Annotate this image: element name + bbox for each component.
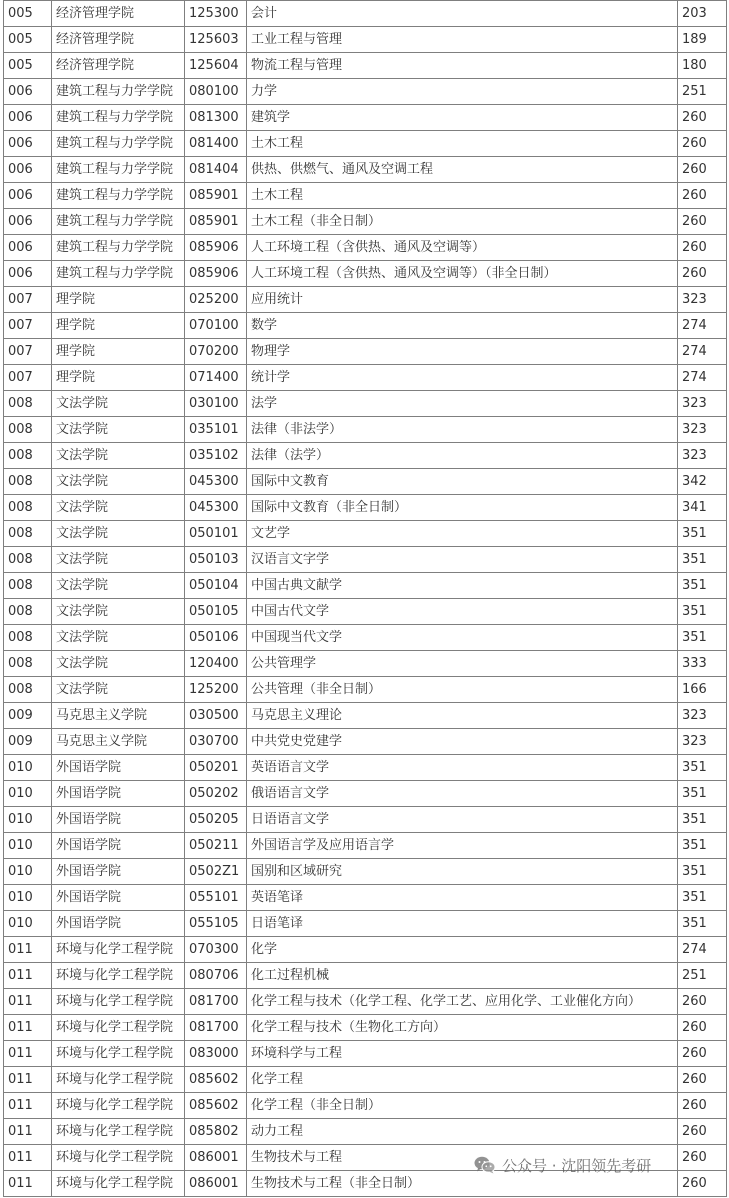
major-code-cell: 050205 bbox=[185, 807, 247, 833]
major-code-cell: 070300 bbox=[185, 937, 247, 963]
college-name-cell: 文法学院 bbox=[52, 547, 185, 573]
score-cell: 203 bbox=[678, 1, 727, 27]
major-name-cell: 俄语语言文学 bbox=[247, 781, 678, 807]
table-row bbox=[4, 157, 727, 183]
table-row bbox=[4, 391, 727, 417]
table-row bbox=[4, 677, 727, 703]
college-name-cell: 马克思主义学院 bbox=[52, 729, 185, 755]
score-cell: 351 bbox=[678, 807, 727, 833]
college-name-cell: 外国语学院 bbox=[52, 911, 185, 937]
major-name-cell: 英语笔译 bbox=[247, 885, 678, 911]
college-name-cell: 外国语学院 bbox=[52, 833, 185, 859]
major-code-cell: 045300 bbox=[185, 469, 247, 495]
college-name-cell: 建筑工程与力学学院 bbox=[52, 105, 185, 131]
college-code-cell: 010 bbox=[4, 885, 52, 911]
table-row bbox=[4, 599, 727, 625]
college-code-cell: 008 bbox=[4, 469, 52, 495]
score-cell: 351 bbox=[678, 833, 727, 859]
college-code-cell: 007 bbox=[4, 287, 52, 313]
major-code-cell: 085602 bbox=[185, 1093, 247, 1119]
college-name-cell: 经济管理学院 bbox=[52, 27, 185, 53]
college-code-cell: 008 bbox=[4, 443, 52, 469]
major-name-cell: 化学 bbox=[247, 937, 678, 963]
table-row bbox=[4, 417, 727, 443]
score-cell: 260 bbox=[678, 1171, 727, 1197]
table-row bbox=[4, 937, 727, 963]
college-name-cell: 建筑工程与力学学院 bbox=[52, 261, 185, 287]
table-body bbox=[4, 1, 727, 1197]
college-name-cell: 环境与化学工程学院 bbox=[52, 963, 185, 989]
table-row bbox=[4, 27, 727, 53]
score-cell: 323 bbox=[678, 729, 727, 755]
college-name-cell: 文法学院 bbox=[52, 573, 185, 599]
college-name-cell: 外国语学院 bbox=[52, 755, 185, 781]
table-row bbox=[4, 1015, 727, 1041]
watermark-text: 公众号 · 沈阳领先考研 bbox=[502, 1156, 652, 1175]
college-code-cell: 010 bbox=[4, 859, 52, 885]
table-row bbox=[4, 209, 727, 235]
score-cell: 260 bbox=[678, 1067, 727, 1093]
college-code-cell: 008 bbox=[4, 625, 52, 651]
major-name-cell: 生物技术与工程 bbox=[247, 1145, 678, 1171]
major-name-cell: 国际中文教育 bbox=[247, 469, 678, 495]
college-code-cell: 010 bbox=[4, 781, 52, 807]
score-cell: 323 bbox=[678, 391, 727, 417]
major-name-cell: 日语语言文学 bbox=[247, 807, 678, 833]
score-cell: 351 bbox=[678, 573, 727, 599]
table-row bbox=[4, 729, 727, 755]
score-cell: 166 bbox=[678, 677, 727, 703]
college-code-cell: 008 bbox=[4, 651, 52, 677]
college-code-cell: 009 bbox=[4, 703, 52, 729]
major-name-cell: 数学 bbox=[247, 313, 678, 339]
college-code-cell: 007 bbox=[4, 365, 52, 391]
college-code-cell: 008 bbox=[4, 521, 52, 547]
college-code-cell: 008 bbox=[4, 677, 52, 703]
college-name-cell: 建筑工程与力学学院 bbox=[52, 183, 185, 209]
college-name-cell: 文法学院 bbox=[52, 521, 185, 547]
college-name-cell: 环境与化学工程学院 bbox=[52, 1093, 185, 1119]
major-code-cell: 085906 bbox=[185, 235, 247, 261]
score-cell: 260 bbox=[678, 105, 727, 131]
score-table bbox=[3, 0, 727, 1197]
major-name-cell: 土木工程 bbox=[247, 131, 678, 157]
table-row bbox=[4, 495, 727, 521]
college-code-cell: 008 bbox=[4, 547, 52, 573]
major-code-cell: 030500 bbox=[185, 703, 247, 729]
table-row bbox=[4, 989, 727, 1015]
major-name-cell: 土木工程（非全日制） bbox=[247, 209, 678, 235]
college-name-cell: 理学院 bbox=[52, 313, 185, 339]
table-row bbox=[4, 79, 727, 105]
college-name-cell: 文法学院 bbox=[52, 625, 185, 651]
major-name-cell: 化学工程与技术（生物化工方向） bbox=[247, 1015, 678, 1041]
table-row bbox=[4, 105, 727, 131]
college-name-cell: 建筑工程与力学学院 bbox=[52, 131, 185, 157]
table-row bbox=[4, 1093, 727, 1119]
major-code-cell: 125300 bbox=[185, 1, 247, 27]
major-name-cell: 中国古代文学 bbox=[247, 599, 678, 625]
table-row bbox=[4, 1, 727, 27]
major-name-cell: 公共管理学 bbox=[247, 651, 678, 677]
major-code-cell: 080100 bbox=[185, 79, 247, 105]
score-cell: 251 bbox=[678, 79, 727, 105]
score-cell: 260 bbox=[678, 1015, 727, 1041]
major-name-cell: 物理学 bbox=[247, 339, 678, 365]
college-code-cell: 008 bbox=[4, 573, 52, 599]
major-code-cell: 125604 bbox=[185, 53, 247, 79]
table-row bbox=[4, 521, 727, 547]
score-cell: 351 bbox=[678, 781, 727, 807]
score-cell: 260 bbox=[678, 235, 727, 261]
table-row bbox=[4, 339, 727, 365]
score-cell: 260 bbox=[678, 1145, 727, 1171]
major-name-cell: 环境科学与工程 bbox=[247, 1041, 678, 1067]
major-code-cell: 050105 bbox=[185, 599, 247, 625]
table-row bbox=[4, 235, 727, 261]
major-name-cell: 外国语言学及应用语言学 bbox=[247, 833, 678, 859]
college-name-cell: 文法学院 bbox=[52, 391, 185, 417]
major-name-cell: 土木工程 bbox=[247, 183, 678, 209]
major-code-cell: 030100 bbox=[185, 391, 247, 417]
table-row bbox=[4, 573, 727, 599]
score-cell: 351 bbox=[678, 547, 727, 573]
major-name-cell: 汉语言文字学 bbox=[247, 547, 678, 573]
score-cell: 351 bbox=[678, 911, 727, 937]
college-code-cell: 006 bbox=[4, 183, 52, 209]
college-name-cell: 理学院 bbox=[52, 287, 185, 313]
college-code-cell: 006 bbox=[4, 157, 52, 183]
major-code-cell: 081300 bbox=[185, 105, 247, 131]
college-name-cell: 经济管理学院 bbox=[52, 53, 185, 79]
college-name-cell: 建筑工程与力学学院 bbox=[52, 235, 185, 261]
college-name-cell: 文法学院 bbox=[52, 677, 185, 703]
score-cell: 260 bbox=[678, 1119, 727, 1145]
score-cell: 351 bbox=[678, 859, 727, 885]
major-code-cell: 081400 bbox=[185, 131, 247, 157]
score-cell: 351 bbox=[678, 885, 727, 911]
table-row bbox=[4, 365, 727, 391]
college-code-cell: 009 bbox=[4, 729, 52, 755]
college-name-cell: 建筑工程与力学学院 bbox=[52, 157, 185, 183]
score-cell: 260 bbox=[678, 989, 727, 1015]
major-code-cell: 050103 bbox=[185, 547, 247, 573]
major-name-cell: 人工环境工程（含供热、通风及空调等） bbox=[247, 235, 678, 261]
major-code-cell: 085906 bbox=[185, 261, 247, 287]
major-name-cell: 国别和区域研究 bbox=[247, 859, 678, 885]
major-code-cell: 085901 bbox=[185, 183, 247, 209]
college-code-cell: 006 bbox=[4, 235, 52, 261]
college-name-cell: 理学院 bbox=[52, 339, 185, 365]
college-code-cell: 005 bbox=[4, 27, 52, 53]
college-name-cell: 建筑工程与力学学院 bbox=[52, 79, 185, 105]
college-name-cell: 文法学院 bbox=[52, 599, 185, 625]
major-name-cell: 化工过程机械 bbox=[247, 963, 678, 989]
table-row bbox=[4, 1171, 727, 1197]
college-code-cell: 010 bbox=[4, 911, 52, 937]
major-code-cell: 055101 bbox=[185, 885, 247, 911]
college-code-cell: 007 bbox=[4, 339, 52, 365]
major-code-cell: 0502Z1 bbox=[185, 859, 247, 885]
table-row bbox=[4, 963, 727, 989]
college-code-cell: 006 bbox=[4, 131, 52, 157]
college-code-cell: 011 bbox=[4, 1171, 52, 1197]
college-name-cell: 环境与化学工程学院 bbox=[52, 1119, 185, 1145]
major-name-cell: 中国现当代文学 bbox=[247, 625, 678, 651]
college-code-cell: 011 bbox=[4, 1041, 52, 1067]
major-name-cell: 工业工程与管理 bbox=[247, 27, 678, 53]
college-name-cell: 文法学院 bbox=[52, 443, 185, 469]
college-code-cell: 006 bbox=[4, 79, 52, 105]
score-cell: 323 bbox=[678, 417, 727, 443]
table-row bbox=[4, 313, 727, 339]
major-code-cell: 120400 bbox=[185, 651, 247, 677]
major-name-cell: 法学 bbox=[247, 391, 678, 417]
major-code-cell: 085802 bbox=[185, 1119, 247, 1145]
college-code-cell: 011 bbox=[4, 963, 52, 989]
college-name-cell: 环境与化学工程学院 bbox=[52, 1067, 185, 1093]
score-cell: 333 bbox=[678, 651, 727, 677]
major-name-cell: 物流工程与管理 bbox=[247, 53, 678, 79]
table-row bbox=[4, 781, 727, 807]
major-name-cell: 中国古典文献学 bbox=[247, 573, 678, 599]
table-row bbox=[4, 755, 727, 781]
college-name-cell: 外国语学院 bbox=[52, 859, 185, 885]
college-name-cell: 理学院 bbox=[52, 365, 185, 391]
table-row bbox=[4, 859, 727, 885]
table-row bbox=[4, 885, 727, 911]
major-name-cell: 力学 bbox=[247, 79, 678, 105]
table-row bbox=[4, 911, 727, 937]
college-name-cell: 外国语学院 bbox=[52, 781, 185, 807]
college-code-cell: 011 bbox=[4, 1093, 52, 1119]
major-name-cell: 法律（法学） bbox=[247, 443, 678, 469]
score-cell: 260 bbox=[678, 261, 727, 287]
college-name-cell: 环境与化学工程学院 bbox=[52, 937, 185, 963]
table-row bbox=[4, 1067, 727, 1093]
college-code-cell: 008 bbox=[4, 417, 52, 443]
table-row bbox=[4, 1041, 727, 1067]
major-name-cell: 化学工程与技术（化学工程、化学工艺、应用化学、工业催化方向） bbox=[247, 989, 678, 1015]
major-code-cell: 035102 bbox=[185, 443, 247, 469]
table-row bbox=[4, 625, 727, 651]
major-code-cell: 045300 bbox=[185, 495, 247, 521]
college-code-cell: 011 bbox=[4, 1015, 52, 1041]
table-row bbox=[4, 703, 727, 729]
college-code-cell: 007 bbox=[4, 313, 52, 339]
college-code-cell: 005 bbox=[4, 53, 52, 79]
major-code-cell: 050202 bbox=[185, 781, 247, 807]
major-name-cell: 公共管理（非全日制） bbox=[247, 677, 678, 703]
college-name-cell: 环境与化学工程学院 bbox=[52, 1171, 185, 1197]
major-code-cell: 025200 bbox=[185, 287, 247, 313]
major-name-cell: 应用统计 bbox=[247, 287, 678, 313]
major-name-cell: 会计 bbox=[247, 1, 678, 27]
major-code-cell: 050104 bbox=[185, 573, 247, 599]
major-code-cell: 030700 bbox=[185, 729, 247, 755]
score-cell: 342 bbox=[678, 469, 727, 495]
score-cell: 189 bbox=[678, 27, 727, 53]
major-code-cell: 086001 bbox=[185, 1145, 247, 1171]
table-row bbox=[4, 469, 727, 495]
college-code-cell: 011 bbox=[4, 1119, 52, 1145]
table-row bbox=[4, 287, 727, 313]
score-cell: 351 bbox=[678, 755, 727, 781]
table-row bbox=[4, 183, 727, 209]
college-code-cell: 005 bbox=[4, 1, 52, 27]
major-code-cell: 085602 bbox=[185, 1067, 247, 1093]
college-name-cell: 外国语学院 bbox=[52, 885, 185, 911]
table-row bbox=[4, 547, 727, 573]
score-cell: 323 bbox=[678, 703, 727, 729]
score-cell: 260 bbox=[678, 183, 727, 209]
score-cell: 260 bbox=[678, 131, 727, 157]
major-code-cell: 080706 bbox=[185, 963, 247, 989]
major-name-cell: 化学工程 bbox=[247, 1067, 678, 1093]
major-code-cell: 071400 bbox=[185, 365, 247, 391]
college-code-cell: 006 bbox=[4, 209, 52, 235]
college-name-cell: 环境与化学工程学院 bbox=[52, 989, 185, 1015]
score-cell: 251 bbox=[678, 963, 727, 989]
score-cell: 260 bbox=[678, 209, 727, 235]
score-cell: 351 bbox=[678, 599, 727, 625]
major-code-cell: 050201 bbox=[185, 755, 247, 781]
college-code-cell: 008 bbox=[4, 391, 52, 417]
major-name-cell: 供热、供燃气、通风及空调工程 bbox=[247, 157, 678, 183]
college-code-cell: 011 bbox=[4, 937, 52, 963]
college-code-cell: 011 bbox=[4, 1145, 52, 1171]
table-row bbox=[4, 53, 727, 79]
college-name-cell: 环境与化学工程学院 bbox=[52, 1041, 185, 1067]
major-name-cell: 马克思主义理论 bbox=[247, 703, 678, 729]
score-cell: 260 bbox=[678, 1041, 727, 1067]
major-code-cell: 086001 bbox=[185, 1171, 247, 1197]
major-code-cell: 081404 bbox=[185, 157, 247, 183]
college-code-cell: 011 bbox=[4, 1067, 52, 1093]
score-cell: 274 bbox=[678, 339, 727, 365]
college-code-cell: 008 bbox=[4, 495, 52, 521]
score-cell: 180 bbox=[678, 53, 727, 79]
major-name-cell: 动力工程 bbox=[247, 1119, 678, 1145]
college-code-cell: 011 bbox=[4, 989, 52, 1015]
table-row bbox=[4, 1119, 727, 1145]
major-code-cell: 085901 bbox=[185, 209, 247, 235]
college-name-cell: 经济管理学院 bbox=[52, 1, 185, 27]
major-code-cell: 055105 bbox=[185, 911, 247, 937]
college-code-cell: 010 bbox=[4, 807, 52, 833]
table-row bbox=[4, 131, 727, 157]
score-cell: 351 bbox=[678, 521, 727, 547]
major-code-cell: 125200 bbox=[185, 677, 247, 703]
college-name-cell: 文法学院 bbox=[52, 495, 185, 521]
major-name-cell: 生物技术与工程（非全日制） bbox=[247, 1171, 678, 1197]
major-code-cell: 083000 bbox=[185, 1041, 247, 1067]
score-cell: 274 bbox=[678, 365, 727, 391]
college-name-cell: 外国语学院 bbox=[52, 807, 185, 833]
major-name-cell: 国际中文教育（非全日制） bbox=[247, 495, 678, 521]
major-code-cell: 035101 bbox=[185, 417, 247, 443]
score-cell: 351 bbox=[678, 625, 727, 651]
score-cell: 341 bbox=[678, 495, 727, 521]
college-name-cell: 文法学院 bbox=[52, 417, 185, 443]
college-name-cell: 环境与化学工程学院 bbox=[52, 1145, 185, 1171]
score-cell: 323 bbox=[678, 443, 727, 469]
major-code-cell: 081700 bbox=[185, 989, 247, 1015]
score-cell: 274 bbox=[678, 313, 727, 339]
major-name-cell: 人工环境工程（含供热、通风及空调等）（非全日制） bbox=[247, 261, 678, 287]
major-code-cell: 050106 bbox=[185, 625, 247, 651]
table-row bbox=[4, 651, 727, 677]
table-row bbox=[4, 261, 727, 287]
major-name-cell: 化学工程（非全日制） bbox=[247, 1093, 678, 1119]
major-code-cell: 081700 bbox=[185, 1015, 247, 1041]
college-name-cell: 马克思主义学院 bbox=[52, 703, 185, 729]
college-code-cell: 006 bbox=[4, 105, 52, 131]
score-cell: 260 bbox=[678, 157, 727, 183]
major-name-cell: 英语语言文学 bbox=[247, 755, 678, 781]
table-row bbox=[4, 807, 727, 833]
table-row bbox=[4, 443, 727, 469]
major-code-cell: 070100 bbox=[185, 313, 247, 339]
college-code-cell: 010 bbox=[4, 833, 52, 859]
college-name-cell: 建筑工程与力学学院 bbox=[52, 209, 185, 235]
table-row bbox=[4, 833, 727, 859]
table-row bbox=[4, 1145, 727, 1171]
score-cell: 260 bbox=[678, 1093, 727, 1119]
major-code-cell: 125603 bbox=[185, 27, 247, 53]
major-name-cell: 法律（非法学） bbox=[247, 417, 678, 443]
major-code-cell: 050211 bbox=[185, 833, 247, 859]
major-name-cell: 建筑学 bbox=[247, 105, 678, 131]
college-code-cell: 010 bbox=[4, 755, 52, 781]
college-name-cell: 环境与化学工程学院 bbox=[52, 1015, 185, 1041]
major-name-cell: 日语笔译 bbox=[247, 911, 678, 937]
major-code-cell: 070200 bbox=[185, 339, 247, 365]
college-name-cell: 文法学院 bbox=[52, 469, 185, 495]
major-code-cell: 050101 bbox=[185, 521, 247, 547]
college-code-cell: 008 bbox=[4, 599, 52, 625]
major-name-cell: 文艺学 bbox=[247, 521, 678, 547]
college-name-cell: 文法学院 bbox=[52, 651, 185, 677]
score-cell: 274 bbox=[678, 937, 727, 963]
major-name-cell: 中共党史党建学 bbox=[247, 729, 678, 755]
score-cell: 323 bbox=[678, 287, 727, 313]
major-name-cell: 统计学 bbox=[247, 365, 678, 391]
college-code-cell: 006 bbox=[4, 261, 52, 287]
